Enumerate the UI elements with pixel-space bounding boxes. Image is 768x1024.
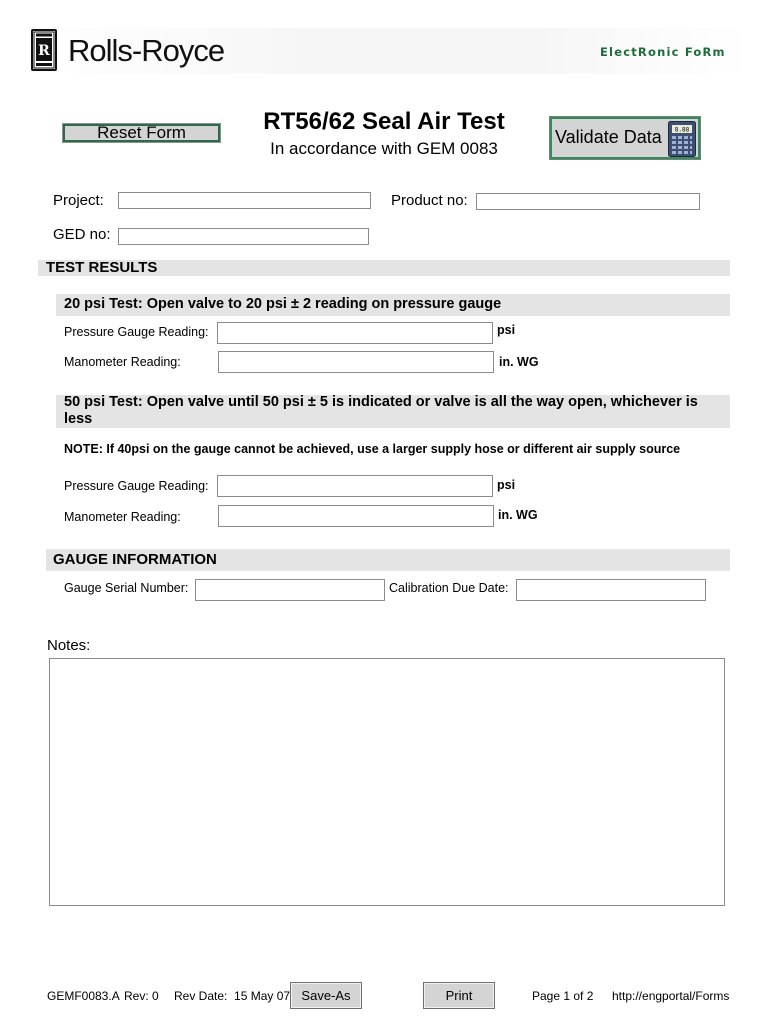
test50-heading: 50 psi Test: Open valve until 50 psi ± 5 is indicated or valve is all the way open, whichever is less xyxy=(64,394,698,427)
revision-date: Rev Date: 15 May 07 xyxy=(174,989,291,1003)
notes-textarea[interactable] xyxy=(49,658,725,906)
save-as-button[interactable]: Save-As xyxy=(290,982,362,1009)
test50-pressure-label: Pressure Gauge Reading: xyxy=(64,479,209,493)
test20-pressure-input[interactable] xyxy=(217,322,493,344)
test20-pressure-label: Pressure Gauge Reading: xyxy=(64,325,209,339)
test20-manometer-unit: in. WG xyxy=(499,355,539,369)
product-no-input[interactable] xyxy=(476,193,700,210)
electronic-form-logo: ElectRonic FoRm xyxy=(600,45,726,59)
test20-manometer-label: Manometer Reading: xyxy=(64,355,181,369)
project-label: Project: xyxy=(53,192,104,209)
print-button[interactable]: Print xyxy=(423,982,495,1009)
reset-form-button[interactable]: Reset Form xyxy=(62,123,221,143)
gauge-serial-input[interactable] xyxy=(195,579,385,601)
revision: Rev: 0 xyxy=(124,989,159,1003)
rolls-royce-monogram-icon xyxy=(31,29,57,71)
test-results-heading: TEST RESULTS xyxy=(46,259,158,276)
test20-manometer-input[interactable] xyxy=(218,351,494,373)
portal-url: http://engportal/Forms xyxy=(612,989,730,1003)
calibration-due-input[interactable] xyxy=(516,579,706,601)
ged-no-input[interactable] xyxy=(118,228,369,245)
form-id: GEMF0083.A xyxy=(47,989,120,1003)
ged-no-label: GED no: xyxy=(53,226,111,243)
svg-text:R: R xyxy=(38,43,50,59)
validate-data-label: Validate Data xyxy=(555,127,662,147)
notes-label: Notes: xyxy=(47,637,91,654)
test50-pressure-unit: psi xyxy=(497,478,516,492)
brand-name: Rolls-Royce xyxy=(68,33,225,68)
test50-manometer-label: Manometer Reading: xyxy=(64,510,181,524)
test50-pressure-input[interactable] xyxy=(217,475,493,497)
gauge-serial-label: Gauge Serial Number: xyxy=(64,581,189,595)
test50-note: NOTE: If 40psi on the gauge cannot be achieved, use a larger supply hose or different air supply source xyxy=(64,442,681,456)
product-no-label: Product no: xyxy=(391,192,468,209)
test20-heading: 20 psi Test: Open valve to 20 psi ± 2 reading on pressure gauge xyxy=(64,296,502,312)
validate-data-button[interactable] xyxy=(549,116,701,160)
page-indicator: Page 1 of 2 xyxy=(532,989,594,1003)
form-title: RT56/62 Seal Air Test xyxy=(263,108,505,135)
form-subtitle: In accordance with GEM 0083 xyxy=(270,139,498,158)
calibration-due-label: Calibration Due Date: xyxy=(389,581,509,595)
test50-manometer-unit: in. WG xyxy=(498,508,538,522)
test50-manometer-input[interactable] xyxy=(218,505,494,527)
project-input[interactable] xyxy=(118,192,371,209)
test20-pressure-unit: psi xyxy=(497,323,516,337)
gauge-info-heading: GAUGE INFORMATION xyxy=(53,551,217,568)
calculator-display: 8.88 xyxy=(674,126,690,134)
calculator-icon xyxy=(668,121,696,162)
